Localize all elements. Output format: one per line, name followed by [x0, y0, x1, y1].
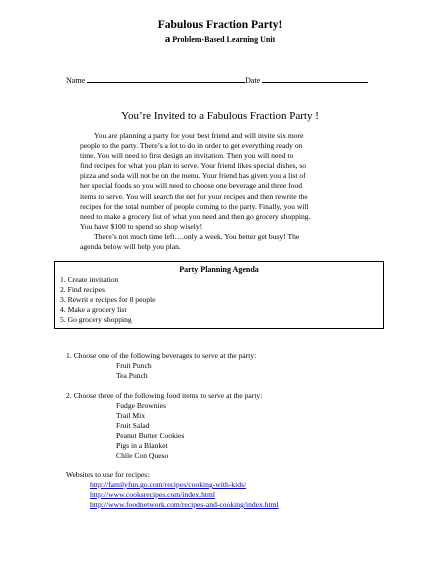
agenda-list [60, 275, 156, 325]
paragraph-line: her special foods so you will need to choose one beverage and three food [80, 181, 303, 191]
paragraph-line: find recipes for what you plan to serve. Your friend likes special dishes, so [80, 161, 307, 171]
question-1: 1. Choose one of the following beverages to serve at the party: [66, 351, 257, 360]
websites-label: Websites to use for recipes: [66, 470, 150, 479]
website-link[interactable]: http://familyfun.go.com/recipes/cooking-with-kids/ [90, 480, 247, 489]
question-2: 2. Choose three of the following food items to serve at the party: [66, 391, 263, 400]
paragraph-line: You are planning a party for your best friend and will invite six more [94, 131, 304, 140]
website-link[interactable]: http://www.foodnetwork.com/recipes-and-cooking/index.html [90, 500, 279, 509]
beverage-option: Tea Punch [116, 371, 148, 380]
food-option: Fudge Brownies [116, 401, 166, 410]
paragraph-line: recipes for the total number of people coming to the party. Finally, you will [80, 201, 309, 211]
paragraph-line: You have $100 to spend so shop wisely! [80, 221, 203, 231]
date-blank [262, 75, 368, 83]
agenda-box [54, 261, 384, 329]
agenda-item: 3. Rewrit e recipes for 8 people [60, 295, 156, 304]
paragraph-1 [80, 131, 370, 232]
name-date-line [66, 75, 368, 85]
date-label: Date [245, 76, 261, 85]
paragraph-2 [80, 232, 370, 252]
name-blank [87, 75, 245, 83]
food-option: Pigs in a Blanket [116, 441, 168, 450]
invite-heading: You’re Invited to a Fabulous Fraction Party ! [121, 110, 319, 122]
food-option: Peanut Butter Cookies [116, 431, 185, 440]
subtitle-prefix: a [164, 33, 171, 45]
agenda-item: 2. Find recipes [60, 285, 105, 294]
paragraph-line: time. You will need to first design an invitation. Then you will need to [80, 151, 294, 161]
agenda-item: 1. Create invitation [60, 275, 119, 284]
food-option: Chile Con Queso [116, 451, 169, 460]
paragraph-line: items to serve. You will search the net for your recipes and then rewrite the [80, 191, 308, 201]
paragraph-line: need to make a grocery list of what you need and then go grocery shopping. [80, 211, 311, 221]
name-label: Name [66, 76, 86, 85]
food-option: Fruit Salad [116, 421, 150, 430]
paragraph-line: There’s not much time left….only a week. You better get busy! The [94, 232, 300, 241]
document-subtitle [0, 33, 440, 45]
beverage-option: Fruit Punch [116, 361, 152, 370]
website-link[interactable]: http://www.cooksrecipes.com/index.html [90, 490, 215, 499]
paragraph-line: agenda below will help you plan. [80, 242, 181, 252]
agenda-item: 4. Make a grocery list [60, 305, 127, 314]
subtitle-text: Problem-Based Learning Unit [172, 35, 276, 44]
agenda-item: 5. Go grocery shopping [60, 315, 132, 324]
paragraph-line: people to the party. There’s a lot to do in order to get everything ready on [80, 141, 303, 151]
paragraph-line: pizza and soda will not be on the menu. Your friend has given you a list of [80, 171, 306, 181]
food-option: Trail Mix [116, 411, 146, 420]
document-title: Fabulous Fraction Party! [157, 19, 283, 31]
agenda-title: Party Planning Agenda [179, 265, 259, 274]
